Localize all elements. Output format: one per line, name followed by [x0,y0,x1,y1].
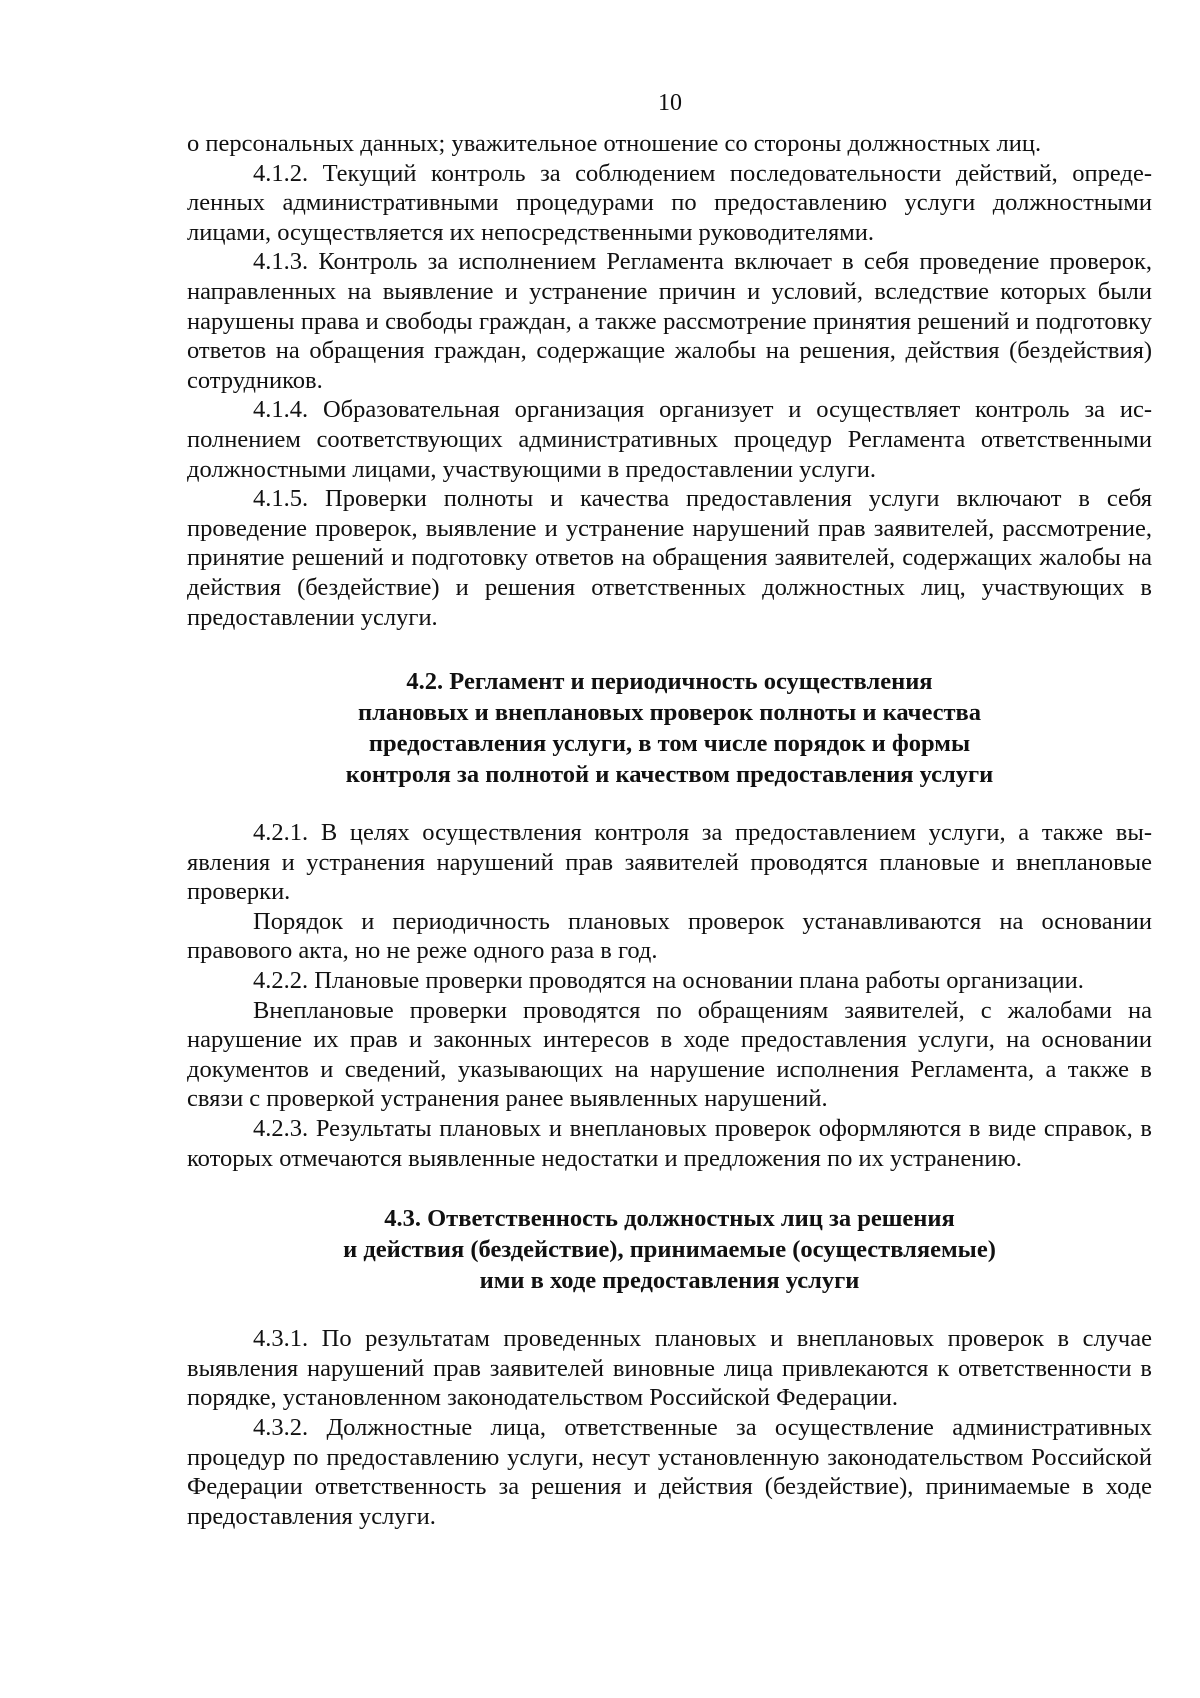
section-heading-4-2 [187,666,1152,790]
paragraph-unscheduled-inspections: Внеплановые проверки проводятся по обращениям заявителей, с жалобами на нарушение их прав и законных интересов в ходе предоставления услуги, на основании документов и сведений, указывающих на нарушение исполнения Регламента, а также в связи с проверкой устранения ранее выявленных нарушений. [187,996,1152,1113]
paragraph-4-3-2: 4.3.2. Должностные лица, ответственные за осуществление административных процедур по предоставлению услуги, несут установленную законодательством Российской Федерации ответственность за решения и действия (бездействие), принимаемые в ходе предоставления услуги. [187,1414,1152,1530]
paragraph-4-2-1: 4.2.1. В целях осуществления контроля за предоставлением услуги, а также выявления и устранения нарушений прав заявителей проводятся плановые и внеплановые проверки. [187,819,1152,906]
heading-line: плановых и внеплановых проверок полноты и качества [357,699,982,727]
paragraph-4-1-2: 4.1.2. Текущий контроль за соблюдением последовательности действий, определенных административными процедурами по предоставлению услуги должностными лицами, осуществляется их непосредственными руководителями. [187,159,1152,246]
heading-line: и действия (бездействие), принимаемые (осуществляемые) [343,1236,996,1264]
paragraph-4-3-1: 4.3.1. По результатам проведенных плановых и внеплановых проверок в случае выявления нарушений прав заявителей виновные лица привлекаются к ответственности в порядке, установленном законодательством Российской Федерации. [187,1325,1152,1412]
section-heading-4-3 [187,1203,1152,1296]
paragraph-continuation: о персональных данных; уважительное отношение со стороны должностных лиц. [187,130,1042,157]
page-number: 10 [658,90,682,116]
heading-line: 4.3. Ответственность должностных лиц за решения [384,1205,955,1233]
heading-line: 4.2. Регламент и периодичность осуществления [406,668,933,696]
paragraph-4-2-2: 4.2.2. Плановые проверки проводятся на основании плана работы организации. [253,967,1084,995]
paragraph-4-1-4: 4.1.4. Образовательная организация организует и осуществляет контроль за исполнением соответствующих административных процедур Регламента ответственными должностными лицами, участвующими в предоставлении услуги. [187,396,1152,483]
document-body [187,129,1152,1531]
paragraph-inspection-frequency: Порядок и периодичность плановых проверок устанавливаются на основании правового акта, но не реже одного раза в год. [187,907,1152,965]
paragraph-4-1-3: 4.1.3. Контроль за исполнением Регламента включает в себя проведение проверок, направленных на выявление и устранение причин и условий, вследствие которых были нарушены права и свободы граждан, а также рассмотрение принятия решений и подготовку ответов на обращения граждан, содержащие жалобы на решения, действия (бездействия) сотрудников. [187,248,1152,394]
heading-line: ими в ходе предоставления услуги [479,1267,860,1295]
paragraph-4-1-5: 4.1.5. Проверки полноты и качества предоставления услуги включают в себя проведение проверок, выявление и устранение нарушений прав заявителей, рассмотрение, принятие решений и подготовку ответов на обращения заявителей, содержащих жалобы на действия (бездействие) и решения ответственных должностных лиц, участвующих в предоставлении услуги. [187,485,1152,631]
paragraph-4-2-3: 4.2.3. Результаты плановых и внеплановых проверок оформляются в виде справок, в которых отмечаются выявленные недостатки и предложения по их устранению. [187,1115,1152,1172]
heading-line: предоставления услуги, в том числе порядок и формы [368,730,971,758]
heading-line: контроля за полнотой и качеством предоставления услуги [345,761,994,789]
